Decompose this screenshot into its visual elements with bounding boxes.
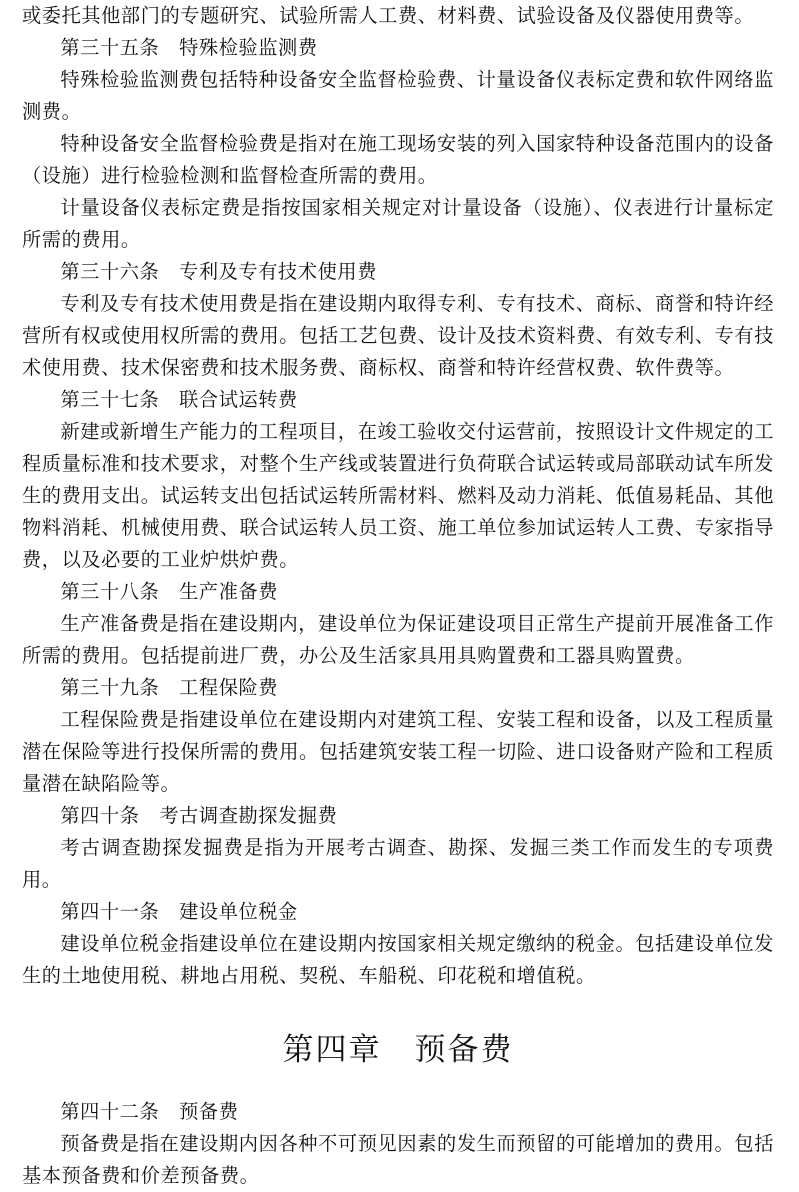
article-40-paragraph-1: 考古调查勘探发掘费是指为开展考古调查、勘探、发掘三类工作而发生的专项费用。 bbox=[22, 836, 774, 891]
article-35-paragraph-3: 计量设备仪表标定费是指按国家相关规定对计量设备（设施）、仪表进行计量标定所需的费用。 bbox=[22, 196, 774, 251]
article-41-paragraph-1: 建设单位税金指建设单位在建设期内按国家相关规定缴纳的税金。包括建设单位发生的土地使用税、耕地占用税、契税、车船税、印花税和增值税。 bbox=[22, 932, 774, 987]
document-body bbox=[22, 0, 774, 1192]
article-37-heading: 第三十七条 联合试运转费 bbox=[60, 388, 298, 411]
article-36-heading: 第三十六条 专利及专有技术使用费 bbox=[60, 260, 377, 283]
article-36-paragraph-1: 专利及专有技术使用费是指在建设期内取得专利、专有技术、商标、商誉和特许经营所有权或使用权所需的费用。包括工艺包费、设计及技术资料费、有效专利、专有技术使用费、技术保密费和技术服务费、商标权、商誉和特许经营权费、软件费等。 bbox=[22, 292, 774, 379]
article-39-heading: 第三十九条 工程保险费 bbox=[60, 676, 279, 699]
article-41-heading: 第四十一条 建设单位税金 bbox=[60, 900, 298, 923]
article-38-heading: 第三十八条 生产准备费 bbox=[60, 580, 279, 603]
article-38-paragraph-1: 生产准备费是指在建设期内，建设单位为保证建设项目正常生产提前开展准备工作所需的费用。包括提前进厂费，办公及生活家具用具购置费和工器具购置费。 bbox=[22, 612, 774, 667]
article-42-heading: 第四十二条 预备费 bbox=[60, 1100, 239, 1123]
article-35-heading: 第三十五条 特殊检验监测费 bbox=[60, 36, 318, 59]
chapter-4-title: 第四章 预备费 bbox=[282, 1032, 514, 1068]
article-40-heading: 第四十条 考古调查勘探发掘费 bbox=[60, 804, 338, 827]
article-42-paragraph-1: 预备费是指在建设期内因各种不可预见因素的发生而预留的可能增加的费用。包括基本预备费和价差预备费。 bbox=[22, 1132, 774, 1187]
article-37-paragraph-1: 新建或新增生产能力的工程项目，在竣工验收交付运营前，按照设计文件规定的工程质量标准和技术要求，对整个生产线或装置进行负荷联合试运转或局部联动试车所发生的费用支出。试运转支出包括试运转所需材料、燃料及动力消耗、低值易耗品、其他物料消耗、机械使用费、联合试运转人员工资、施工单位参加试运转人工费、专家指导费，以及必要的工业炉烘炉费。 bbox=[22, 420, 774, 571]
intro-continuation-paragraph: 或委托其他部门的专题研究、试验所需人工费、材料费、试验设备及仪器使用费等。 bbox=[22, 4, 755, 27]
article-35-paragraph-2: 特种设备安全监督检验费是指对在施工现场安装的列入国家特种设备范围内的设备（设施）进行检验检测和监督检查所需的费用。 bbox=[22, 132, 774, 187]
article-35-paragraph-1: 特殊检验监测费包括特种设备安全监督检验费、计量设备仪表标定费和软件网络监测费。 bbox=[22, 68, 774, 123]
article-39-paragraph-1: 工程保险费是指建设单位在建设期内对建筑工程、安装工程和设备，以及工程质量潜在保险等进行投保所需的费用。包括建筑安装工程一切险、进口设备财产险和工程质量潜在缺陷险等。 bbox=[22, 708, 774, 795]
